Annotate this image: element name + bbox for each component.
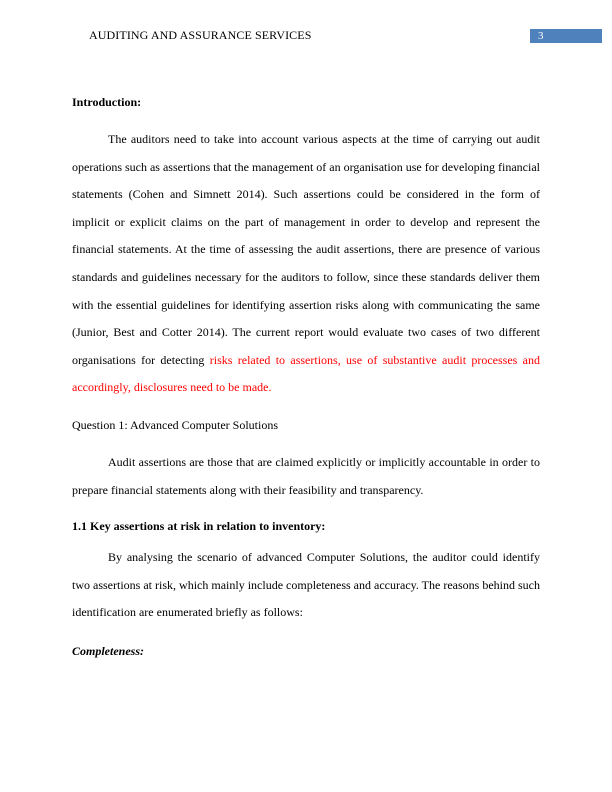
question-1-paragraph: Audit assertions are those that are claimed explicitly or implicitly accountable in order to prepare financial statements along with their feasibility and transparency. bbox=[72, 454, 540, 497]
question-1-title: Question 1: Advanced Computer Solutions bbox=[72, 417, 278, 432]
introduction-text: The auditors need to take into account various aspects at the time of carrying out audit operations such as assertions that the management of an organisation use for developing financial statements (Cohen and Simnett 2014). Such assertions could be considered in the form of implicit or explicit claims on the part of management in order to develop and represent the financial statements. At the time of assessing the audit assertions, there are presence of various standards and guidelines necessary for the auditors to follow, since these standards deliver them with the essential guidelines for identifying assertion risks along with communicating the same (Junior, Best and Cotter 2014). The current report would evaluate two cases of two different organisations for detecting bbox=[72, 132, 540, 367]
introduction-heading: Introduction: bbox=[72, 95, 142, 109]
completeness-heading: Completeness: bbox=[72, 643, 144, 658]
introduction-paragraph bbox=[72, 126, 540, 402]
document-body bbox=[72, 89, 540, 665]
section-1-1-paragraph: By analysing the scenario of advanced Computer Solutions, the auditor could identify two assertions at risk, which mainly include completeness and accuracy. The reasons behind such identification are enumerated briefly as follows: bbox=[72, 550, 540, 620]
page-number: 3 bbox=[530, 29, 602, 43]
section-1-1-heading: 1.1 Key assertions at risk in relation to inventory: bbox=[72, 519, 326, 534]
running-header: AUDITING AND ASSURANCE SERVICES bbox=[89, 28, 312, 42]
introduction-highlight: risks related to assertions, use of substantive audit processes and accordingly, disclosures need to be made. bbox=[72, 352, 541, 395]
